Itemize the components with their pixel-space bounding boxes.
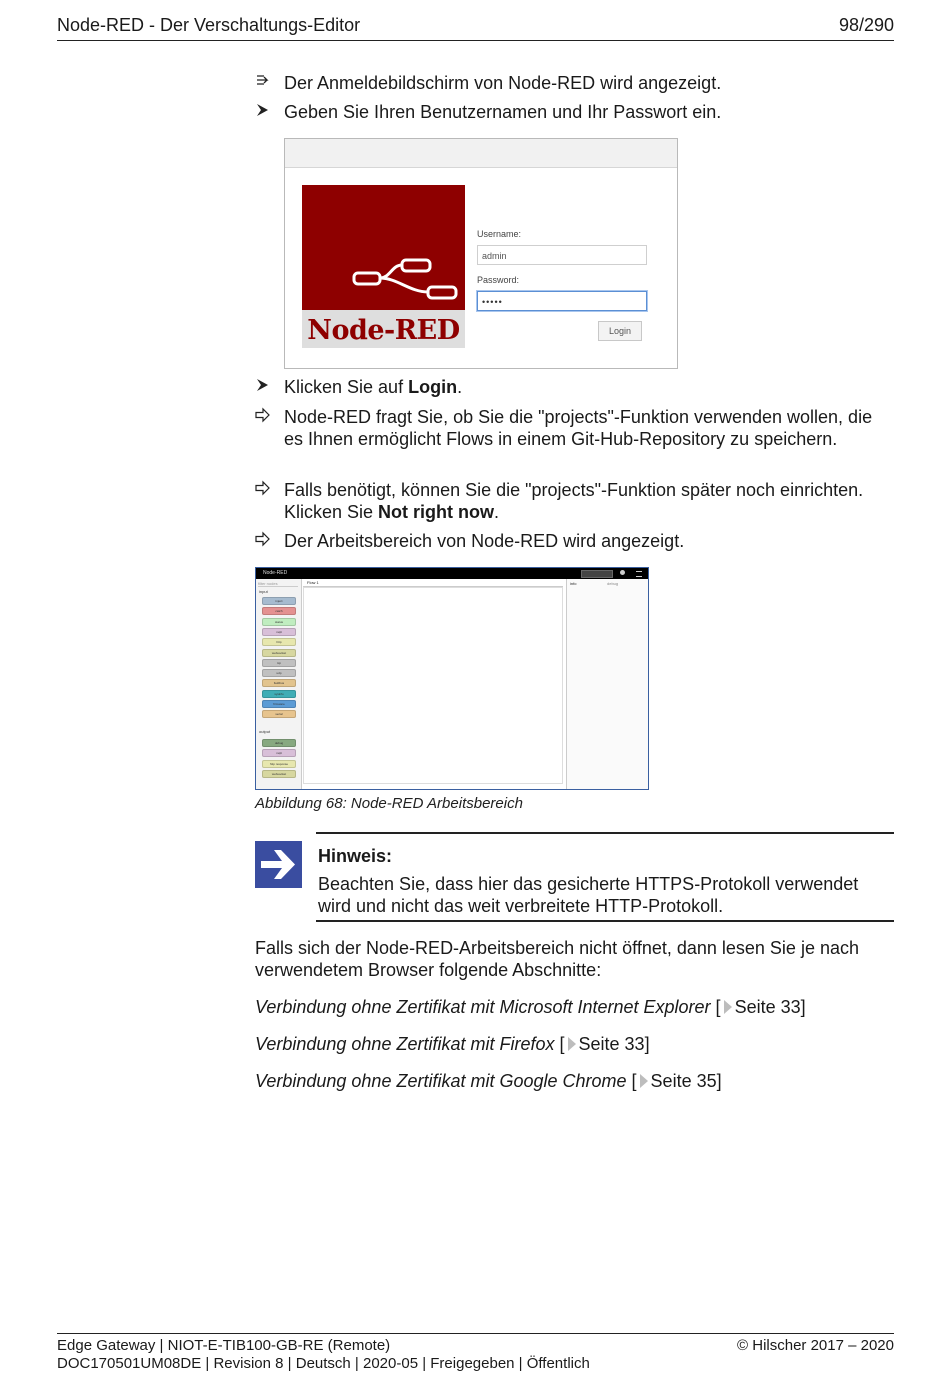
outline-arrow-icon bbox=[255, 530, 275, 553]
step-text: Node-RED fragt Sie, ob Sie die "projects"-Funktion verwenden wollen, die es Ihnen ermöglicht Flows in einem Git-Hub-Repository zu speichern. bbox=[284, 407, 873, 449]
palette-node[interactable]: serial bbox=[262, 710, 296, 718]
paragraph: Falls sich der Node-RED-Arbeitsbereich nicht öffnet, dann lesen Sie je nach verwendetem Browser folgende Abschnitte: bbox=[255, 938, 859, 980]
palette-node[interactable]: status bbox=[262, 618, 296, 626]
cross-reference[interactable]: Verbindung ohne Zertifikat mit Firefox [ Seite 33] bbox=[255, 1034, 650, 1054]
palette-node[interactable]: udp bbox=[262, 669, 296, 677]
palette-node[interactable]: mqtt bbox=[262, 749, 296, 757]
link-triangle-icon bbox=[568, 1037, 576, 1051]
logo-text: Node-RED bbox=[307, 315, 460, 346]
browser-bar bbox=[285, 139, 677, 168]
sidebar bbox=[566, 579, 649, 789]
palette-node[interactable]: sysinfo bbox=[262, 690, 296, 698]
bold-term: Not right now bbox=[378, 502, 495, 522]
login-screenshot bbox=[284, 138, 678, 369]
note-text: Beachten Sie, dass hier das gesicherte HTTPS-Protokoll verwendet wird und nicht das weit verbreitete HTTP-Protokoll. bbox=[318, 874, 859, 916]
cross-reference[interactable]: Verbindung ohne Zertifikat mit Microsoft Internet Explorer [ Seite 33] bbox=[255, 997, 806, 1017]
header-divider bbox=[57, 40, 894, 41]
menu-icon[interactable] bbox=[636, 571, 642, 577]
username-field[interactable]: admin bbox=[477, 245, 647, 265]
palette-node[interactable]: http bbox=[262, 638, 296, 646]
palette-node[interactable]: debug bbox=[262, 739, 296, 747]
header-title: Node-RED - Der Verschaltungs-Editor bbox=[57, 15, 361, 35]
bold-term: Login bbox=[408, 377, 458, 397]
note-bottom-rule bbox=[316, 920, 894, 922]
step-text: Klicken Sie auf Login. bbox=[284, 377, 463, 397]
flow-tab-bar bbox=[303, 579, 563, 587]
step-text: Falls benötigt, können Sie die "projects"-Funktion später noch einrichten. Klicken Sie Not right now. bbox=[284, 480, 864, 522]
palette-node[interactable]: catch bbox=[262, 607, 296, 615]
outline-arrow-icon bbox=[255, 479, 275, 502]
tab-info[interactable]: info bbox=[570, 581, 577, 586]
workspace-screenshot bbox=[255, 567, 649, 790]
outline-arrow-icon bbox=[255, 406, 275, 429]
note-top-rule bbox=[316, 832, 894, 834]
result-arrow-icon bbox=[255, 72, 275, 95]
cross-reference[interactable]: Verbindung ohne Zertifikat mit Google Chrome [ Seite 35] bbox=[255, 1071, 722, 1091]
palette-category-input[interactable]: input bbox=[259, 589, 268, 594]
login-button[interactable]: Login bbox=[598, 321, 642, 341]
palette-node[interactable]: websocket bbox=[262, 770, 296, 778]
step-text: Der Arbeitsbereich von Node-RED wird angezeigt. bbox=[284, 531, 685, 551]
flow-nodes-icon bbox=[302, 185, 465, 310]
footer-document: DOC170501UM08DE | Revision 8 | Deutsch | 2020-05 | Freigegeben | Öffentlich bbox=[57, 1355, 590, 1372]
page-number: 98/290 bbox=[838, 15, 894, 35]
link-triangle-icon bbox=[724, 1000, 732, 1014]
palette-node[interactable]: websocket bbox=[262, 649, 296, 657]
password-field[interactable]: ••••• bbox=[477, 291, 647, 311]
node-red-logo bbox=[302, 185, 465, 348]
footer-copyright: © Hilscher 2017 – 2020 bbox=[737, 1337, 894, 1354]
step-text: Geben Sie Ihren Benutzernamen und Ihr Passwort ein. bbox=[284, 102, 722, 122]
tab-flow-1[interactable]: Flow 1 bbox=[307, 580, 319, 585]
palette-node[interactable]: mqtt bbox=[262, 628, 296, 636]
action-arrowhead-icon bbox=[255, 101, 275, 124]
link-triangle-icon bbox=[640, 1074, 648, 1088]
tab-debug[interactable]: debug bbox=[607, 581, 619, 586]
palette-node[interactable]: fieldbus bbox=[262, 679, 296, 687]
action-arrowhead-icon bbox=[255, 376, 275, 399]
footer-divider bbox=[57, 1333, 894, 1334]
palette-category-output[interactable]: output bbox=[259, 729, 271, 734]
node-palette bbox=[256, 579, 302, 789]
figure-caption: Abbildung 68: Node-RED Arbeitsbereich bbox=[255, 795, 523, 812]
note-title: Hinweis: bbox=[318, 846, 393, 866]
deploy-button[interactable] bbox=[581, 570, 613, 578]
step-text: Der Anmeldebildschirm von Node-RED wird angezeigt. bbox=[284, 73, 722, 93]
username-label: Username: bbox=[477, 229, 522, 239]
palette-node[interactable]: firmware bbox=[262, 700, 296, 708]
palette-node[interactable]: tcp bbox=[262, 659, 296, 667]
footer-product: Edge Gateway | NIOT-E-TIB100-GB-RE (Remote) bbox=[57, 1337, 391, 1354]
editor-header bbox=[256, 568, 648, 579]
palette-node[interactable]: inject bbox=[262, 597, 296, 605]
palette-node[interactable]: http response bbox=[262, 760, 296, 768]
palette-filter[interactable]: filter nodes bbox=[258, 581, 298, 587]
brand: Node-RED bbox=[263, 570, 288, 576]
note-arrow-icon bbox=[255, 841, 302, 888]
password-label: Password: bbox=[477, 275, 520, 285]
user-icon[interactable] bbox=[620, 570, 625, 575]
flow-canvas[interactable] bbox=[303, 587, 563, 784]
